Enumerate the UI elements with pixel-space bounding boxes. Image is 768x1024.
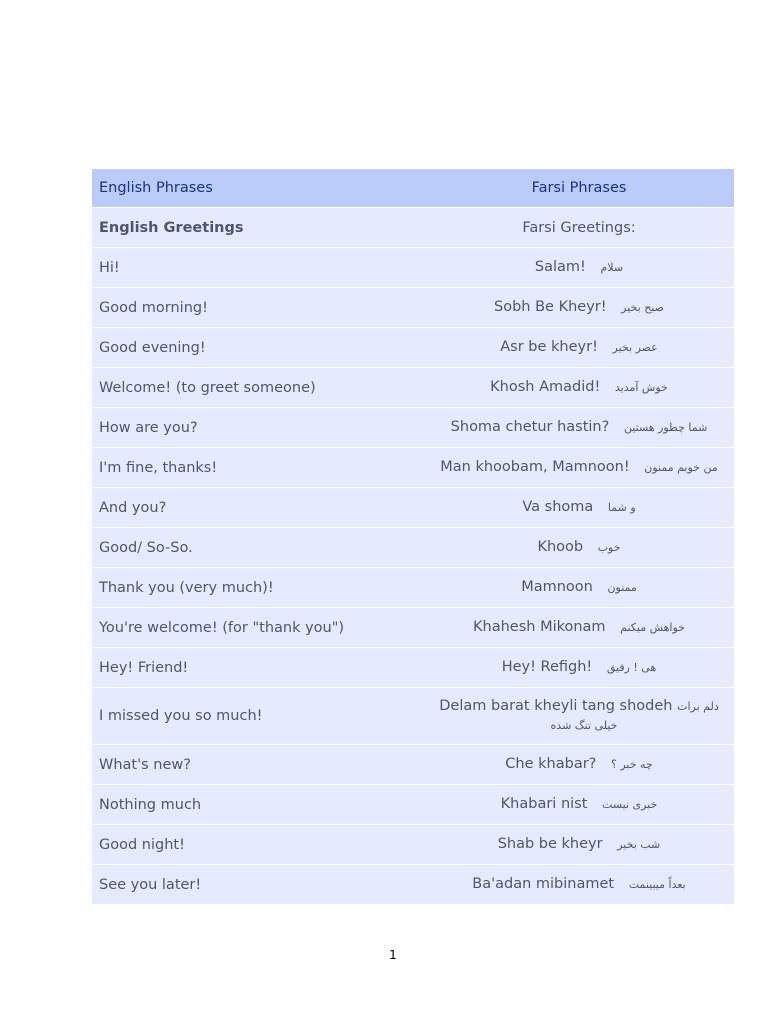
english-phrase: I'm fine, thanks! bbox=[92, 448, 424, 488]
farsi-transliteration: Khoob bbox=[537, 539, 584, 555]
farsi-phrase-cell bbox=[424, 785, 734, 825]
table-row bbox=[92, 688, 734, 745]
english-phrase: See you later! bbox=[92, 865, 424, 905]
farsi-transliteration: Man khoobam, Mamnoon! bbox=[440, 459, 630, 475]
english-phrase: Good/ So-So. bbox=[92, 528, 424, 568]
farsi-transliteration: Asr be kheyr! bbox=[500, 339, 598, 355]
table-row bbox=[92, 448, 734, 488]
farsi-script: خبری نیست bbox=[602, 798, 658, 811]
farsi-phrase-cell bbox=[424, 288, 734, 328]
farsi-transliteration: Khosh Amadid! bbox=[490, 379, 601, 395]
farsi-transliteration: Salam! bbox=[534, 259, 586, 275]
farsi-script: چه خبر ؟ bbox=[610, 758, 653, 771]
farsi-transliteration: Ba'adan mibinamet bbox=[472, 876, 615, 892]
english-phrase: Good morning! bbox=[92, 288, 424, 328]
farsi-phrase-cell bbox=[424, 688, 734, 745]
header-farsi: Farsi Phrases bbox=[424, 169, 734, 208]
farsi-script: صبح بخیر bbox=[621, 301, 664, 314]
english-phrase: You're welcome! (for "thank you") bbox=[92, 608, 424, 648]
page-number: 1 bbox=[389, 948, 397, 962]
farsi-script: هی ! رفیق bbox=[606, 661, 657, 674]
farsi-transliteration: Shab be kheyr bbox=[497, 836, 603, 852]
farsi-transliteration: Va shoma bbox=[522, 499, 594, 515]
farsi-phrase-wrap bbox=[521, 578, 637, 597]
table-row bbox=[92, 865, 734, 905]
farsi-phrase-cell bbox=[424, 488, 734, 528]
farsi-script: من خوبم ممنون bbox=[644, 461, 718, 474]
table-row bbox=[92, 288, 734, 328]
farsi-phrase-wrap bbox=[537, 538, 620, 557]
phrase-table bbox=[92, 169, 734, 905]
farsi-phrase-wrap bbox=[500, 338, 658, 357]
farsi-phrase-cell bbox=[424, 408, 734, 448]
table-row bbox=[92, 528, 734, 568]
farsi-phrase-wrap bbox=[472, 875, 685, 894]
section-farsi: Farsi Greetings: bbox=[424, 208, 734, 248]
english-phrase: And you? bbox=[92, 488, 424, 528]
farsi-phrase-wrap bbox=[535, 258, 623, 277]
farsi-phrase-wrap bbox=[451, 418, 708, 437]
farsi-phrase-wrap bbox=[473, 618, 685, 637]
english-phrase: Thank you (very much)! bbox=[92, 568, 424, 608]
farsi-transliteration: Mamnoon bbox=[521, 579, 593, 595]
farsi-phrase-cell bbox=[424, 528, 734, 568]
farsi-phrase-wrap bbox=[522, 498, 635, 517]
table-row bbox=[92, 248, 734, 288]
english-phrase: Good night! bbox=[92, 825, 424, 865]
farsi-transliteration: Che khabar? bbox=[505, 756, 597, 772]
farsi-script: عصر بخیر bbox=[612, 341, 658, 354]
english-phrase: What's new? bbox=[92, 745, 424, 785]
farsi-phrase-wrap bbox=[490, 378, 668, 397]
english-phrase: How are you? bbox=[92, 408, 424, 448]
farsi-transliteration: Khahesh Mikonam bbox=[473, 619, 606, 635]
english-phrase: Hey! Friend! bbox=[92, 648, 424, 688]
english-phrase: Good evening! bbox=[92, 328, 424, 368]
farsi-script: خواهش میکنم bbox=[620, 621, 685, 634]
section-row bbox=[92, 208, 734, 248]
english-phrase: I missed you so much! bbox=[92, 688, 424, 745]
farsi-phrase-wrap bbox=[505, 755, 652, 774]
section-english: English Greetings bbox=[92, 208, 424, 248]
table-row bbox=[92, 368, 734, 408]
farsi-script: خوش آمدید bbox=[614, 381, 668, 394]
farsi-script: بعداً میبینمت bbox=[628, 878, 686, 891]
farsi-script: شما چطور هستین bbox=[623, 421, 708, 434]
table-row bbox=[92, 825, 734, 865]
farsi-phrase-cell bbox=[424, 368, 734, 408]
farsi-phrase-cell bbox=[424, 865, 734, 905]
table-row bbox=[92, 488, 734, 528]
farsi-phrase-wrap bbox=[431, 697, 727, 735]
table-row bbox=[92, 785, 734, 825]
farsi-phrase-wrap bbox=[440, 458, 718, 477]
english-phrase: Hi! bbox=[92, 248, 424, 288]
farsi-transliteration: Sobh Be Kheyr! bbox=[494, 299, 607, 315]
farsi-script: شب بخیر bbox=[617, 838, 661, 851]
english-phrase: Welcome! (to greet someone) bbox=[92, 368, 424, 408]
farsi-phrase-cell bbox=[424, 568, 734, 608]
farsi-phrase-cell bbox=[424, 248, 734, 288]
english-phrase: Nothing much bbox=[92, 785, 424, 825]
table-row bbox=[92, 568, 734, 608]
table-row bbox=[92, 408, 734, 448]
farsi-script: و شما bbox=[607, 501, 636, 514]
farsi-phrase-cell bbox=[424, 745, 734, 785]
table-header-row bbox=[92, 169, 734, 208]
phrase-rows bbox=[92, 248, 734, 905]
table-row bbox=[92, 745, 734, 785]
farsi-phrase-wrap bbox=[494, 298, 664, 317]
farsi-script: ممنون bbox=[607, 581, 637, 594]
farsi-phrase-cell bbox=[424, 328, 734, 368]
farsi-transliteration: Hey! Refigh! bbox=[501, 659, 593, 675]
farsi-script: سلام bbox=[600, 261, 624, 274]
farsi-phrase-cell bbox=[424, 825, 734, 865]
farsi-script: خوب bbox=[597, 541, 621, 554]
farsi-phrase-cell bbox=[424, 448, 734, 488]
farsi-script: دلم برات خیلی تنگ شده bbox=[550, 700, 719, 732]
farsi-transliteration: Delam barat kheyli tang shodeh bbox=[439, 698, 673, 714]
farsi-transliteration: Shoma chetur hastin? bbox=[450, 419, 610, 435]
farsi-phrase-cell bbox=[424, 608, 734, 648]
farsi-transliteration: Khabari nist bbox=[500, 796, 588, 812]
farsi-phrase-wrap bbox=[498, 835, 661, 854]
table-row bbox=[92, 648, 734, 688]
farsi-phrase-wrap bbox=[502, 658, 657, 677]
farsi-phrase-cell bbox=[424, 648, 734, 688]
header-english: English Phrases bbox=[92, 169, 424, 208]
farsi-phrase-wrap bbox=[501, 795, 658, 814]
table-row bbox=[92, 608, 734, 648]
table-row bbox=[92, 328, 734, 368]
